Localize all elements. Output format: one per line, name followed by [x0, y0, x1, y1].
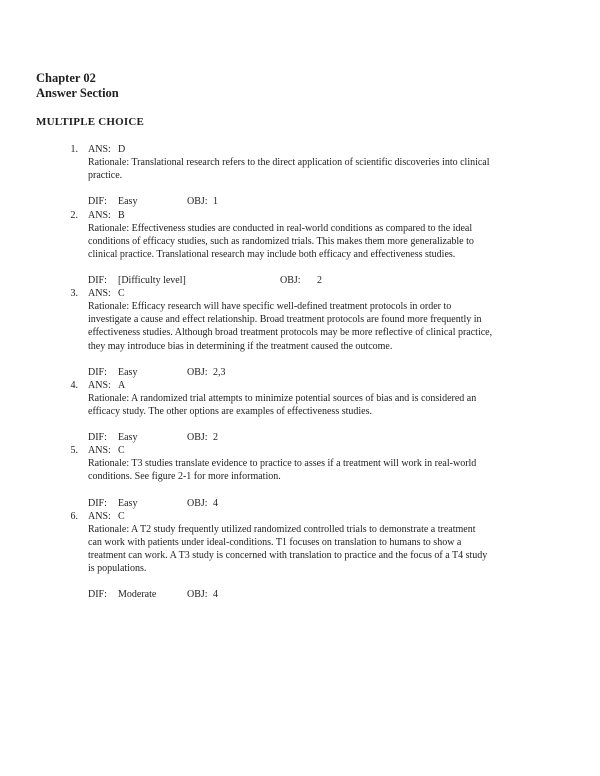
obj-label: OBJ:	[187, 432, 208, 444]
rationale-line: Rationale: Efficacy research will have specific well-defined treatment protocols in order to	[88, 301, 452, 313]
answer-line	[88, 510, 564, 523]
item-number: 5.	[70, 445, 78, 457]
ans-label: ANS:	[88, 288, 111, 300]
answer-line	[88, 287, 564, 300]
obj-label: OBJ:	[187, 366, 208, 378]
blank-line	[88, 575, 564, 588]
rationale-line: treatment can work. A T3 study is concerned with translation to practice and the focus of a T4 study	[88, 550, 488, 561]
dif-obj-line	[88, 497, 564, 510]
ans-label: ANS:	[88, 445, 111, 457]
rationale-line: Rationale: Effectiveness studies are conducted in real-world conditions as compared to the ideal	[88, 222, 473, 234]
objective-value: 2	[317, 275, 322, 287]
rationale-line: clinical practice. Translational research may include both efficacy and effectiveness studies.	[88, 248, 456, 260]
rationale	[88, 300, 564, 352]
rationale	[88, 457, 564, 483]
rationale-line: investigate a cause and effect relationship. Broad treatment protocols are found more frequently in	[88, 314, 482, 326]
dif-obj-line	[88, 274, 564, 287]
obj-label: OBJ:	[280, 275, 301, 287]
ans-label: ANS:	[88, 144, 111, 156]
answer-item	[36, 510, 564, 602]
difficulty-value: [Difficulty level]	[118, 275, 186, 287]
chapter-title: Chapter 02	[36, 71, 96, 85]
dif-label: DIF:	[88, 589, 107, 601]
answer-value: D	[118, 144, 126, 156]
rationale-line: they may introduce bias in determining if the treatment caused the outcome.	[88, 340, 393, 352]
rationale-line: is populations.	[88, 563, 147, 575]
rationale-line: Rationale: T3 studies translate evidence to practice to asses if a treatment will work in real-world	[88, 458, 477, 470]
rationale	[88, 156, 564, 182]
dif-label: DIF:	[88, 497, 107, 509]
answer-item	[36, 379, 564, 444]
item-body	[88, 287, 564, 379]
answer-value: A	[118, 379, 126, 391]
dif-obj-line	[88, 195, 564, 208]
obj-label: OBJ:	[187, 497, 208, 509]
answer-line	[88, 143, 564, 156]
answer-value: B	[118, 209, 125, 221]
dif-label: DIF:	[88, 275, 107, 287]
answer-item	[36, 444, 564, 509]
section-title: Answer Section	[36, 85, 119, 100]
item-number: 6.	[70, 510, 78, 522]
rationale	[88, 523, 564, 575]
dif-label: DIF:	[88, 366, 107, 378]
answer-line	[88, 444, 564, 457]
answer-item	[36, 287, 564, 379]
item-body	[88, 444, 564, 509]
answer-item	[36, 209, 564, 288]
dif-label: DIF:	[88, 196, 107, 208]
difficulty-value: Moderate	[118, 589, 157, 601]
difficulty-value: Easy	[118, 432, 138, 444]
dif-obj-line	[88, 366, 564, 379]
objective-value: 2,3	[213, 366, 226, 378]
answer-item	[36, 143, 564, 208]
answer-list	[36, 143, 564, 601]
objective-value: 4	[213, 497, 218, 509]
blank-line	[88, 484, 564, 497]
rationale-line: conditions of efficacy studies, such as randomized trials. This makes them more generalizable to	[88, 235, 474, 247]
item-body	[88, 379, 564, 444]
answer-line	[88, 379, 564, 392]
blank-line	[88, 418, 564, 431]
ans-label: ANS:	[88, 379, 111, 391]
question-type-heading: MULTIPLE CHOICE	[36, 116, 145, 128]
dif-obj-line	[88, 431, 564, 444]
answer-line	[88, 209, 564, 222]
item-number: 2.	[70, 209, 78, 221]
objective-value: 4	[213, 589, 218, 601]
ans-label: ANS:	[88, 209, 111, 221]
blank-line	[88, 261, 564, 274]
obj-label: OBJ:	[187, 196, 208, 208]
rationale-line: conditions. See figure 2-1 for more information.	[88, 471, 281, 483]
objective-value: 1	[213, 196, 218, 208]
blank-line	[88, 353, 564, 366]
difficulty-value: Easy	[118, 497, 138, 509]
rationale-line: practice.	[88, 170, 123, 182]
blank-line	[88, 182, 564, 195]
obj-label: OBJ:	[187, 589, 208, 601]
item-body	[88, 143, 564, 208]
difficulty-value: Easy	[118, 196, 138, 208]
item-number: 4.	[70, 379, 78, 391]
item-number: 3.	[70, 288, 78, 300]
item-body	[88, 510, 564, 602]
rationale	[88, 222, 564, 261]
objective-value: 2	[213, 432, 218, 444]
rationale-line: Rationale: A randomized trial attempts to minimize potential sources of bias and is considered an	[88, 392, 477, 404]
dif-label: DIF:	[88, 432, 107, 444]
item-number: 1.	[70, 144, 78, 156]
rationale-line: efficacy study. The other options are examples of effectiveness studies.	[88, 405, 372, 417]
rationale-line: can work with patients under ideal-conditions. T1 focuses on translation to humans to show a	[88, 536, 462, 548]
document-title	[36, 71, 564, 100]
ans-label: ANS:	[88, 510, 111, 522]
answer-value: C	[118, 288, 125, 300]
item-body	[88, 209, 564, 288]
rationale	[88, 392, 564, 418]
rationale-line: effectiveness studies. Although broad treatment protocols may be more reflective of clinical practice,	[88, 327, 493, 339]
answer-value: C	[118, 445, 125, 457]
rationale-line: Rationale: Translational research refers to the direct application of scientific discoveries into clinical	[88, 157, 490, 169]
dif-obj-line	[88, 588, 564, 601]
difficulty-value: Easy	[118, 366, 138, 378]
answer-value: C	[118, 510, 125, 522]
rationale-line: Rationale: A T2 study frequently utilized randomized controlled trials to demonstrate a treatment	[88, 523, 476, 535]
